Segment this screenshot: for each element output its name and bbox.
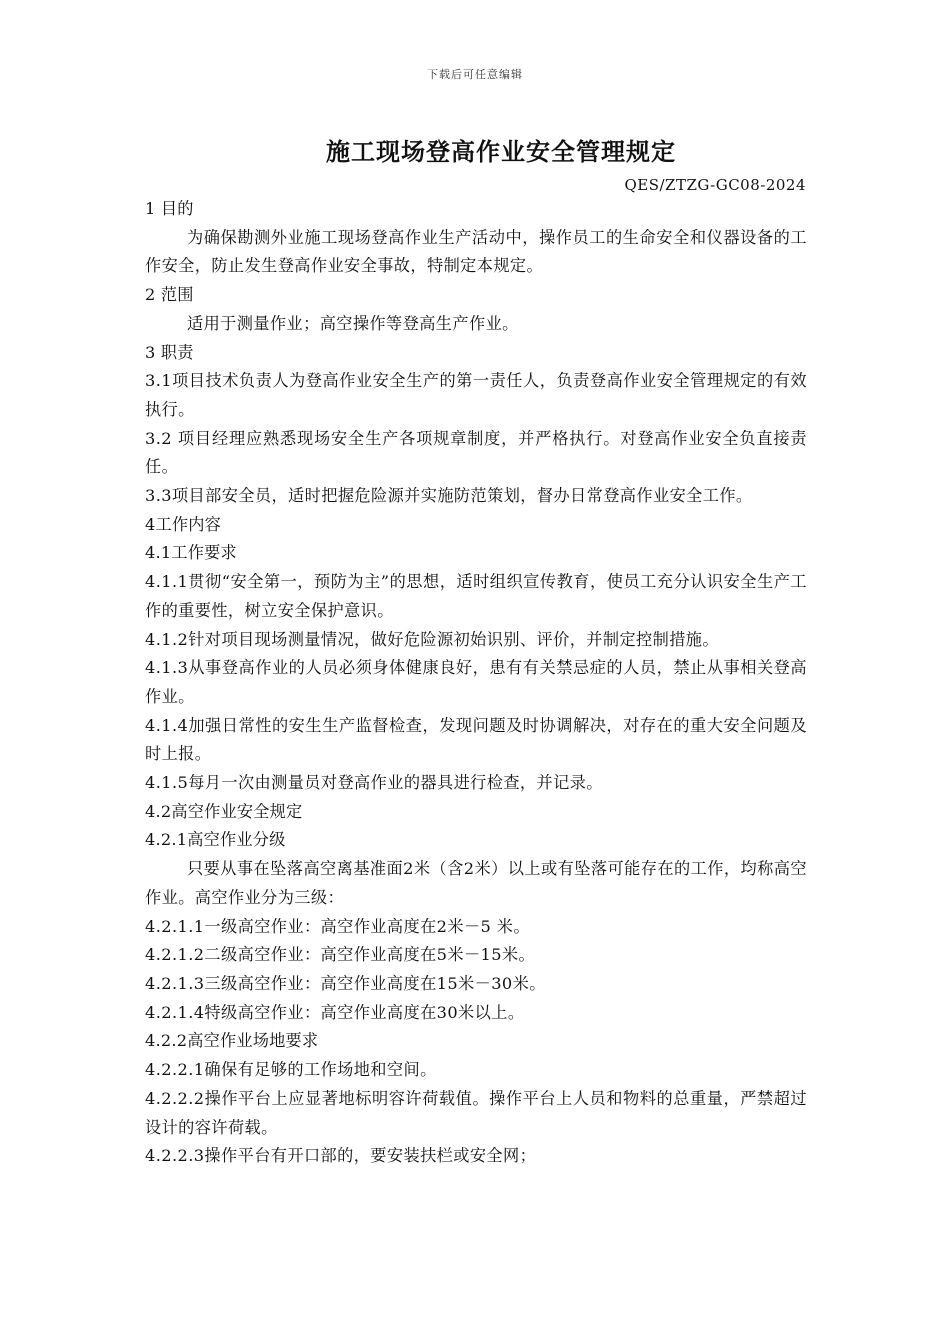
paragraph-purpose: 为确保勘测外业施工现场登高作业生产活动中，操作员工的生命安全和仪器设备的工作安全，防止发生登高作业安全事故，特制定本规定。: [145, 227, 807, 276]
paragraph-4-1-4: 4.1.4加强日常性的安生生产监督检查，发现问题及时协调解决，对存在的重大安全问题及时上报。: [145, 715, 807, 764]
paragraph-4-2-2-2: 4.2.2.2操作平台上应显著地标明容许荷载值。操作平台上人员和物料的总重量，严禁超过设计的容许荷载。: [145, 1088, 807, 1137]
subsection-heading-4-2: 4.2高空作业安全规定: [145, 801, 303, 821]
paragraph-4-1-1: 4.1.1贯彻“安全第一，预防为主”的思想，适时组织宣传教育，使员工充分认识安全生产工作的重要性，树立安全保护意识。: [145, 572, 807, 620]
document-code: QES/ZTZG-GC08-2024: [624, 176, 806, 194]
subsection-heading-4-2-1: 4.2.1高空作业分级: [145, 830, 286, 850]
section-heading-duties: 3 职责: [145, 342, 194, 362]
paragraph-4-2-1-3: 4.2.1.3三级高空作业：高空作业高度在15米－30米。: [145, 973, 546, 993]
paragraph-4-2-2-1: 4.2.2.1确保有足够的工作场地和空间。: [145, 1060, 437, 1080]
paragraph-4-2-1-1: 4.2.1.1一级高空作业：高空作业高度在2米－5 米。: [145, 916, 530, 936]
paragraph-4-2-1-body: 只要从事在坠落高空离基准面2米（含2米）以上或有坠落可能存在的工作，均称高空作业。高空作业分为三级：: [145, 859, 807, 907]
paragraph-4-1-5: 4.1.5每月一次由测量员对登高作业的器具进行检查，并记录。: [145, 773, 603, 793]
subsection-heading-4-2-2: 4.2.2高空作业场地要求: [145, 1031, 319, 1051]
section-heading-work-content: 4工作内容: [145, 514, 222, 534]
paragraph-4-2-2-3: 4.2.2.3操作平台有开口部的，要安装扶栏或安全网；: [145, 1146, 537, 1166]
paragraph-4-1-2: 4.1.2针对项目现场测量情况，做好危险源初始识别、评价，并制定控制措施。: [145, 629, 719, 649]
paragraph-3-2: 3.2 项目经理应熟悉现场安全生产各项规章制度，并严格执行。对登高作业安全负直接责任。: [145, 428, 807, 477]
section-heading-purpose: 1 目的: [145, 199, 194, 218]
paragraph-4-2-1-4: 4.2.1.4特级高空作业：高空作业高度在30米以上。: [145, 1002, 525, 1022]
paragraph-4-1-3: 4.1.3从事登高作业的人员必须身体健康良好，患有有关禁忌症的人员，禁止从事相关登高作业。: [145, 658, 807, 706]
subsection-heading-4-1: 4.1工作要求: [145, 543, 237, 563]
document-body: [145, 195, 807, 1171]
section-heading-scope: 2 范围: [145, 285, 194, 305]
document-title: 施工现场登高作业安全管理规定: [326, 137, 676, 166]
paragraph-3-1: 3.1项目技术负责人为登高作业安全生产的第一责任人，负责登高作业安全管理规定的有效执行。: [145, 371, 807, 419]
paragraph-scope: 适用于测量作业；高空操作等登高生产作业。: [187, 313, 519, 333]
paragraph-3-3: 3.3项目部安全员，适时把握危险源并实施防范策划，督办日常登高作业安全工作。: [145, 486, 753, 506]
header-note: 下载后可任意编辑: [427, 68, 523, 81]
paragraph-4-2-1-2: 4.2.1.2二级高空作业：高空作业高度在5米－15米。: [145, 945, 536, 965]
